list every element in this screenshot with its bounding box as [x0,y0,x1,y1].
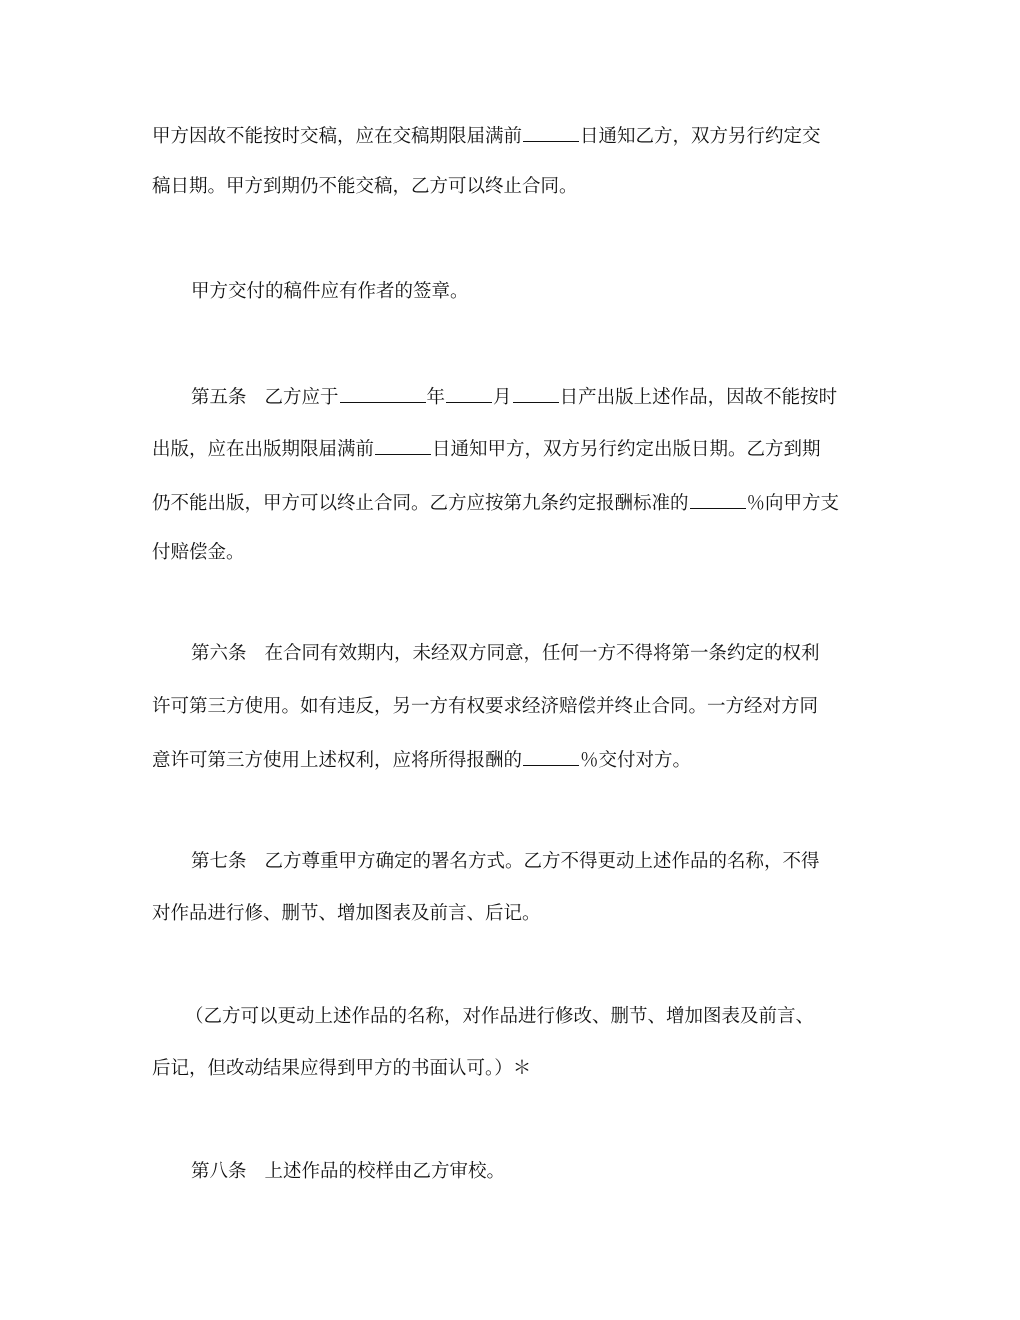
fill-in-blank [375,434,431,455]
text-segment: （乙方可以更动上述作品的名称，对作品进行修改、删节、增加图表及前言、 [185,1006,815,1027]
article-number: 第六条 [191,643,247,664]
paragraph-line [152,694,818,720]
text-segment: 上述作品的校样由乙方审校。 [264,1161,506,1182]
text-segment: ％向甲方支 [746,493,840,514]
fill-in-blank [446,382,492,403]
text-segment: 月 [493,387,512,408]
text-segment: 乙方尊重甲方确定的署名方式。乙方不得更动上述作品的名称，不得 [264,851,820,872]
paragraph-line [191,279,469,305]
fill-in-blank [513,382,559,403]
text-segment: 乙方应于 [264,387,339,408]
paragraph-line [191,1159,505,1185]
paragraph-line [152,540,245,566]
text-segment: 出版，应在出版期限届满前 [152,439,375,460]
text-segment: 日通知甲方，双方另行约定出版日期。乙方到期 [432,439,821,460]
article-number: 第七条 [191,851,247,872]
text-segment: 年 [426,387,446,408]
text-segment: 日产出版上述作品，因故不能按时 [559,387,838,408]
paragraph-line [152,434,821,463]
fill-in-blank [340,382,426,403]
fill-in-blank [523,121,579,142]
paragraph-line [191,849,820,875]
paragraph-line [152,901,541,927]
text-segment: ％交付对方。 [580,750,692,771]
text-segment: 在合同有效期内，未经双方同意，任何一方不得将第一条约定的权利 [264,643,820,664]
text-segment: 后记，但改动结果应得到甲方的书面认可。）＊ [152,1058,532,1079]
paragraph-line [152,488,839,517]
article-number: 第八条 [191,1161,247,1182]
text-segment: 仍不能出版，甲方可以终止合同。乙方应按第九条约定报酬标准的 [152,493,689,514]
fill-in-blank [523,745,579,766]
text-segment: 甲方交付的稿件应有作者的签章。 [191,281,469,302]
paragraph-line [152,121,821,150]
text-segment: 日通知乙方，双方另行约定交 [580,126,821,147]
paragraph-line [152,1056,531,1082]
article-number: 第五条 [191,387,247,408]
fill-in-blank [690,488,746,509]
text-segment: 付赔偿金。 [152,542,245,563]
paragraph-line [152,745,691,774]
text-segment: 稿日期。甲方到期仍不能交稿，乙方可以终止合同。 [152,176,578,197]
text-segment: 对作品进行修、删节、增加图表及前言、后记。 [152,903,541,924]
text-segment: 甲方因故不能按时交稿，应在交稿期限届满前 [152,126,523,147]
text-segment: 意许可第三方使用上述权利，应将所得报酬的 [152,750,523,771]
paragraph-line [152,174,578,200]
paragraph-line [191,641,820,667]
paragraph-line [191,382,837,411]
text-segment: 许可第三方使用。如有违反，另一方有权要求经济赔偿并终止合同。一方经对方同 [152,696,819,717]
paragraph-line [185,1004,814,1030]
